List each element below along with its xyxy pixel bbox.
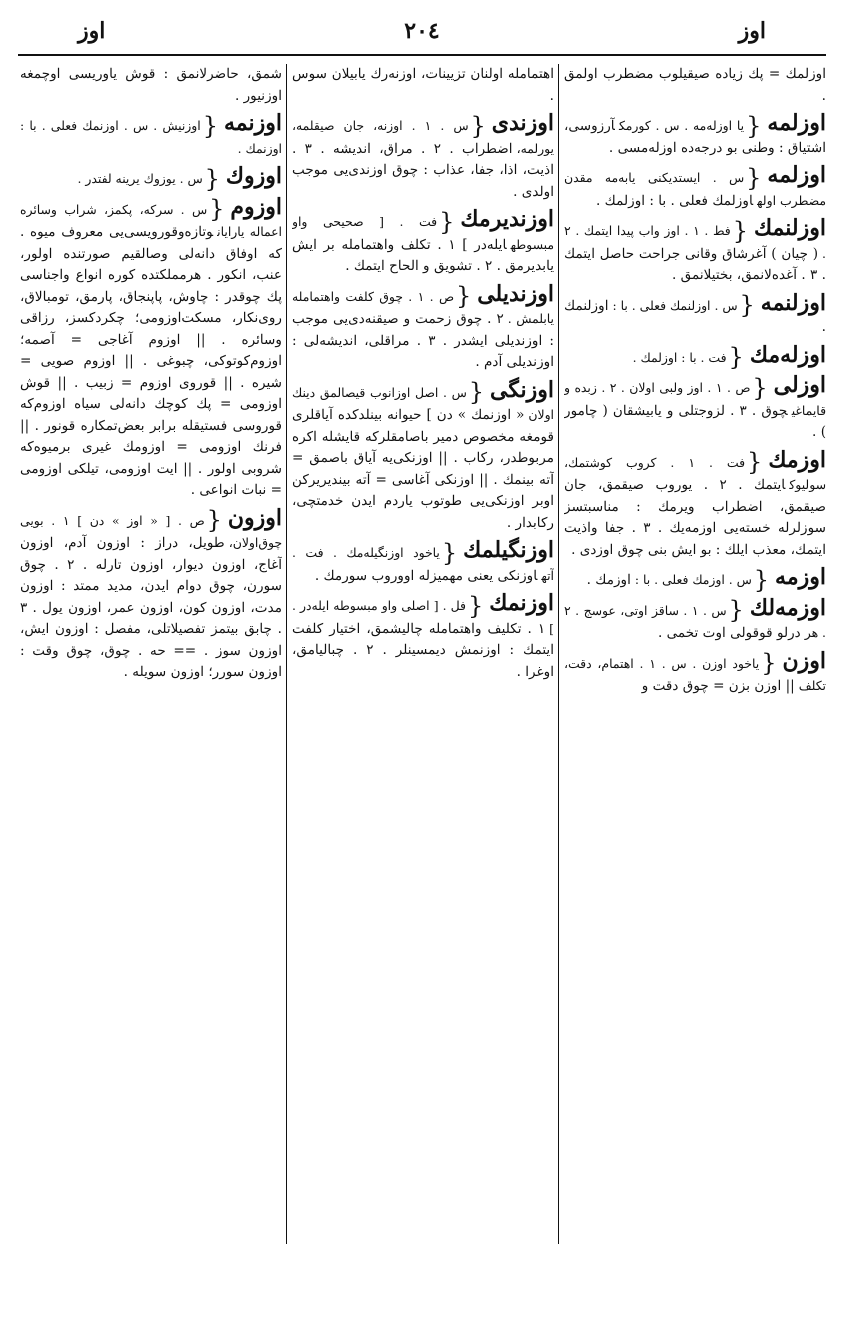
entry-headword: اوزوم [230,193,282,220]
entry-definition: اوزلمك = پك زياده صيقيلوب مضطرب اولمق . [564,66,826,104]
entry-definition: وتازه‌وقورويسی‌يی معروف ميوه . كه اوفاق دانه‌لی وصالقيم صورتنده اولور، عنب، انكور . هرمملكتده كوره انواع واجناسی پك چوقدر : چاوش، پاپنجاق، پارمق، تومبالاق، روی‌نكار، مسكت‌اوزومی؛ چكردكسز، رزاقی وسائره . || اوزوم آغاجی = آصمه؛ اوزوم‌كوتوكی، چبوغی . || اوزوم صويی = شيره . || قوروی اوزوم = زبيب . || قوش اوزومی = پك كوچك دانه‌لی سياه اوزوم‌كه قوروسی فستيقله برابر بعض‌تمكاره قونور . || فرنك اوزومی = اوزومك غيری برميوه‌كه شروبی اولور . || ايت اوزومی، تيلكی اوزومی = نبات انواعی . [20,224,282,498]
dictionary-entry [564,289,826,339]
column-divider [286,64,287,1244]
entry-headword: اوزلمه [767,162,826,188]
dictionary-entry [20,193,282,502]
dictionary-entry [564,372,826,444]
entry-grammar: { ص . ١ . اوز ولبی اولان . ٢ . زبده و قايماغی [564,380,826,418]
dictionary-entry [292,64,554,107]
entry-definition: چوق . ٣ . لزوجتلی و يابيشقان ( چامور ) . [564,402,826,440]
entry-headword: اوزنديرمك [460,206,554,232]
entry-definition: آرزوسی، اشتياق : وطنی بو درجه‌ده اوزله‌مسی . [564,118,826,156]
entry-definition: ( چيان ) آغرشاق وقانی جراحت حاصل ايتمك . ٣ . آغده‌لانمق، بختيلانمق . [564,245,826,283]
dictionary-entry [564,215,826,287]
entry-grammar: { س . ١ . اوزنه، جان صيقلمه، يورلمه، [292,118,554,156]
entry-headword: اوزلنمك [754,215,826,241]
entry-headword: اوزمه [775,564,826,590]
entry-definition: درلو قوقولی اوت تخمی . [657,625,801,641]
dictionary-entry [564,647,826,698]
entry-grammar: { س . يوزوك يرينه لفتدر . [77,171,221,186]
entry-definition: اوزلمك فعلی . با : اوزلمك . [596,192,754,209]
entry-grammar: { س . ١ . ساقز اوتی، عوسج . ٢ . هر [564,603,826,641]
entry-grammar: { فل . [ اصلی واو مبسوطه ايله‌در . ] [292,598,554,636]
entry-definition: اوزنكی يعنی مهميزله اووروب سورمك . [314,567,538,584]
header-left-guideword: اوز [78,18,106,44]
entry-definition: « اوزنمك » دن ] حيوانه بينلدكده آياقلری قومغه مخصوص دمير باصامقلرکه قايشله اكره مربوطدر، ركاب . || اوزنكی‌يه آياق باصمق = آته بينمك . || اوزنكی آغاسی = آته بينديريركن اوبر اوزنكی‌يی طوتوب ياردم ايدن خدمتچی، ركابدار . [292,407,554,531]
entry-grammar: { فت . ١ . كروب كوشتمك، سوليوك [564,455,826,493]
dictionary-entry [20,110,282,160]
entry-definition: اوزمك . [586,572,631,588]
entry-headword: اوزمك [768,446,826,473]
entry-headword: اوزلی [773,372,826,398]
dictionary-page [18,14,826,1254]
right-column [564,64,826,1244]
dictionary-entry [292,376,554,535]
entry-grammar: { ص . [ « اوز » دن ] ١ . بويی چوق‌اولان، [20,513,282,551]
dictionary-entry [292,280,554,374]
entry-grammar: { فت . [ صحيحی واو مبسوطه [292,214,554,252]
dictionary-entry [292,590,554,683]
entry-headword: اوزن [782,647,826,674]
dictionary-entry [564,110,826,159]
header-rule [18,54,826,56]
entry-grammar: { يا اوزله‌مه . س . كورمك [619,118,763,133]
entry-definition: ١ . تكليف واهتمامله چاليشمق، اختيار كلفت ايتمك : اوزنمش ديمسينلر . ٢ . چباليامق، اوغرا . [292,620,554,680]
dictionary-entry [292,537,554,587]
entry-headword: اوزنگيلمك [463,537,554,563]
entry-grammar: { اوزنيش . س . اوزنمك فعلی . با : اوزنمك . [20,118,282,156]
dictionary-entry [564,446,826,562]
entry-definition: ايله‌در ] ١ . تكلف واهتمامله بر ايش يابديرمق . ٢ . تشويق و الحاح ايتمك . [292,236,554,274]
dictionary-entry [564,594,826,645]
entry-grammar: { س . اوزلنمك فعلی . با : [612,298,756,313]
page-number: ٢٠٤ [404,18,440,44]
entry-grammar: { ياخود اوزنگيله‌مك . فت . آته [292,545,554,583]
entry-definition: ٢ . چوق زحمت و صيقنه‌دی‌يی موجب : اوزنديلی ايشدر . ٣ . مراقلی، انديشه‌لی : اوزنديلی آدم . [292,311,554,370]
dictionary-entry [564,341,826,370]
entry-definition: اوزلنمك . [564,297,826,335]
entry-grammar: { س . اوزمك فعلی . با : [635,572,771,587]
entry-grammar: { فت . با : اوزلمك . [633,350,746,365]
entry-headword: اوزلمه [767,110,826,136]
entry-definition: شمق، حاضرلانمق : قوش يا‌وريسی اوچمغه اوزنيور . [20,66,282,104]
entry-headword: اوزلنمه [760,289,826,316]
entry-grammar: { س . اصل اوزانوب قيصالمق دينك اولان [292,385,554,423]
entry-headword: اوزون [227,504,282,531]
entry-grammar: { ص . ١ . چوق كلفت واهتمامله يابلمش . [292,289,554,327]
middle-column [292,64,554,1244]
left-column [20,64,282,1244]
dictionary-entry [564,64,826,107]
dictionary-entry [20,64,282,107]
entry-grammar: { س . سركه، پكمز، شراب وسائره اعماله يارايان [20,202,282,240]
entry-grammar: { يا‌خود اوزن . س . ١ . اهتمام، دقت، تكلف [564,656,826,694]
page-header [18,14,826,54]
entry-headword: اوزنمك [489,590,554,616]
entry-headword: اوزوك [225,163,282,189]
entry-grammar: { س . ايستديكنی يابه‌مه مقدن مضطرب اوله [564,170,826,208]
entry-headword: اوزندی [491,110,554,136]
column-divider [558,64,559,1244]
entry-headword: اوزنديلی [477,280,554,307]
entry-definition: اضطراب . ٢ . مراق، انديشه . ٣ . اذيت، اذا، جفا، عذاب : چوق اوزندی‌يی موجب اولدی . [292,140,554,200]
entry-headword: اوزنگی [490,376,554,403]
entry-definition: ايتمك . ٢ . يوروب صيقمق، جان صيقمق، اضطراب ويرمك : مناسبتسز سوزلرله خسته‌يی اوزمه‌يك . ٣ . جفا واذيت ايتمك، معذب ايلك : بو ايش بنی چوق اوزدی . [564,477,826,558]
dictionary-entry [20,163,282,191]
entry-headword: اوزنمه [224,110,282,136]
entry-grammar: { فط . ١ . اوز واب پيدا ايتمك . ٢ . [564,223,826,261]
dictionary-entry [292,206,554,278]
entry-definition: طويل، دراز : اوزون آدم، اوزون آغاج، اوزون ديوار، اوزون تارله . ٢ . چوق سورن، چوق دوام ايدن، مديد ممتد : اوزون مدت، اوزون كون، اوزون عمر، اوزون يول . ٣ . چابق بيتمز تفصيلاتلی، مفصل : اوزون ايش، اوزون سوز . == حه . چوق، چوق وقت : اوزون سورر؛ اوزون سويله . [20,535,282,680]
entry-definition: اهتمامله اولنان تزيينات، اوزنه‌رك يابيلان سوس . [292,66,554,104]
dictionary-entry [20,504,282,684]
entry-headword: اوزمه‌لك [749,594,826,621]
header-right-guideword: اوز [738,18,766,44]
dictionary-entry [564,162,826,212]
entry-definition: || اوزن بزن = چوق دقت و [641,678,795,694]
dictionary-entry [292,110,554,203]
dictionary-entry [564,564,826,592]
entry-headword: اوزله‌مك [749,341,826,368]
